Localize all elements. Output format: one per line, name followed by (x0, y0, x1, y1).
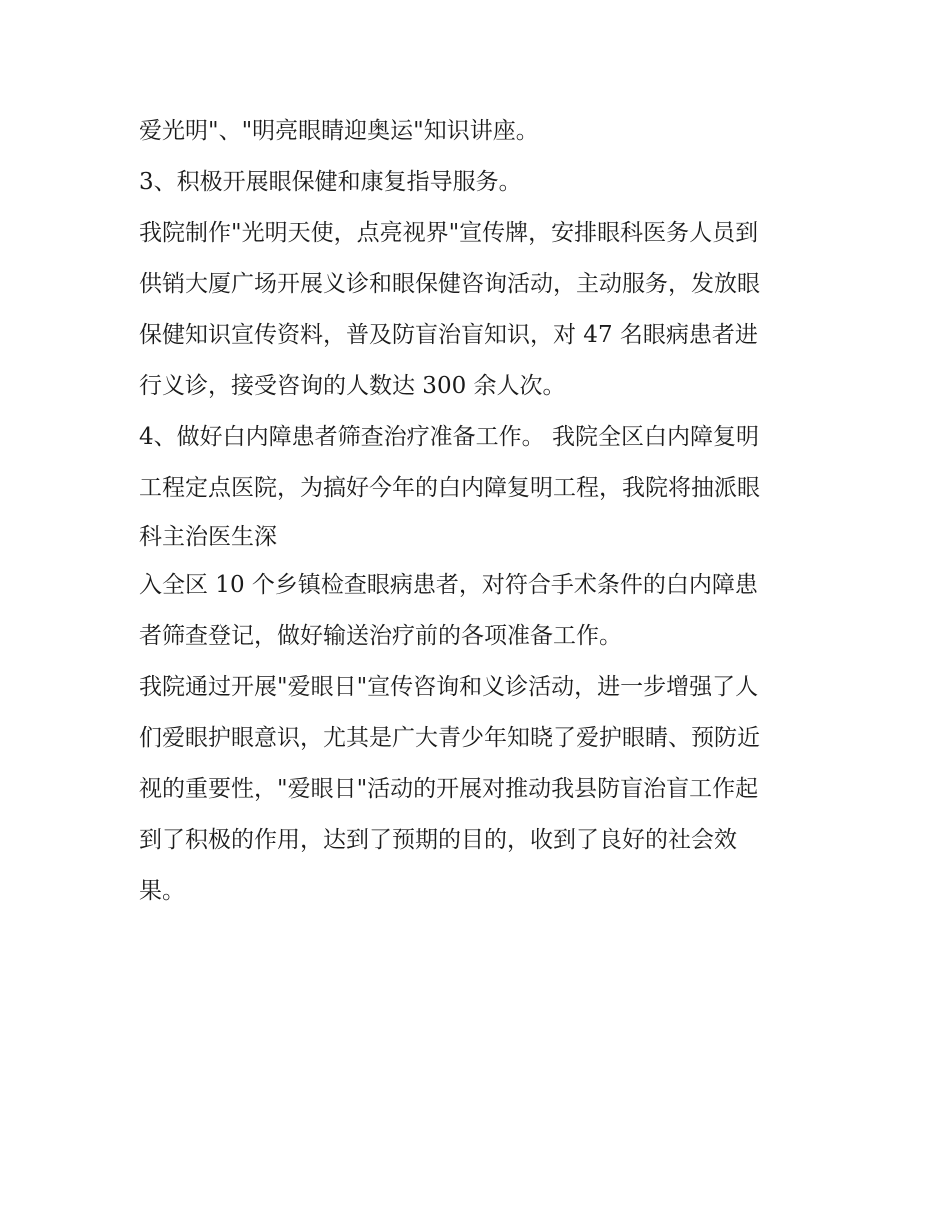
text-line: 工程定点医院，为搞好今年的白内障复明工程，我院将抽派眼 (139, 475, 760, 501)
text-line: 爱光明"、"明亮眼睛迎奥运"知识讲座。 (139, 118, 539, 144)
text-line: 果。 (139, 878, 185, 904)
text-line: 我院制作"光明天使，点亮视界"宣传牌，安排眼科医务人员到 (139, 220, 759, 246)
text-line: 视的重要性，"爱眼日"活动的开展对推动我县防盲治盲工作起 (139, 776, 759, 802)
text-line: 保健知识宣传资料，普及防盲治盲知识，对 47 名眼病患者进 (139, 322, 758, 348)
text-line: 们爱眼护眼意识，尤其是广大青少年知晓了爱护眼睛、预防近 (139, 725, 760, 751)
text-line: 到了积极的作用，达到了预期的目的，收到了良好的社会效 (139, 827, 737, 853)
text-line: 入全区 10 个乡镇检查眼病患者，对符合手术条件的白内障患 (139, 572, 758, 598)
text-line: 科主治医生深 (139, 524, 277, 550)
text-line: 供销大厦广场开展义诊和眼保健咨询活动，主动服务，发放眼 (139, 271, 760, 297)
text-line: 3、积极开展眼保健和康复指导服务。 (139, 169, 522, 195)
text-line: 4、做好白内障患者筛查治疗准备工作。 我院全区白内障复明 (139, 424, 759, 450)
text-line: 我院通过开展"爱眼日"宣传咨询和义诊活动，进一步增强了人 (139, 674, 759, 700)
document-body (139, 106, 819, 917)
text-line: 行义诊，接受咨询的人数达 300 余人次。 (139, 373, 566, 399)
text-line: 者筛查登记，做好输送治疗前的各项准备工作。 (139, 623, 622, 649)
